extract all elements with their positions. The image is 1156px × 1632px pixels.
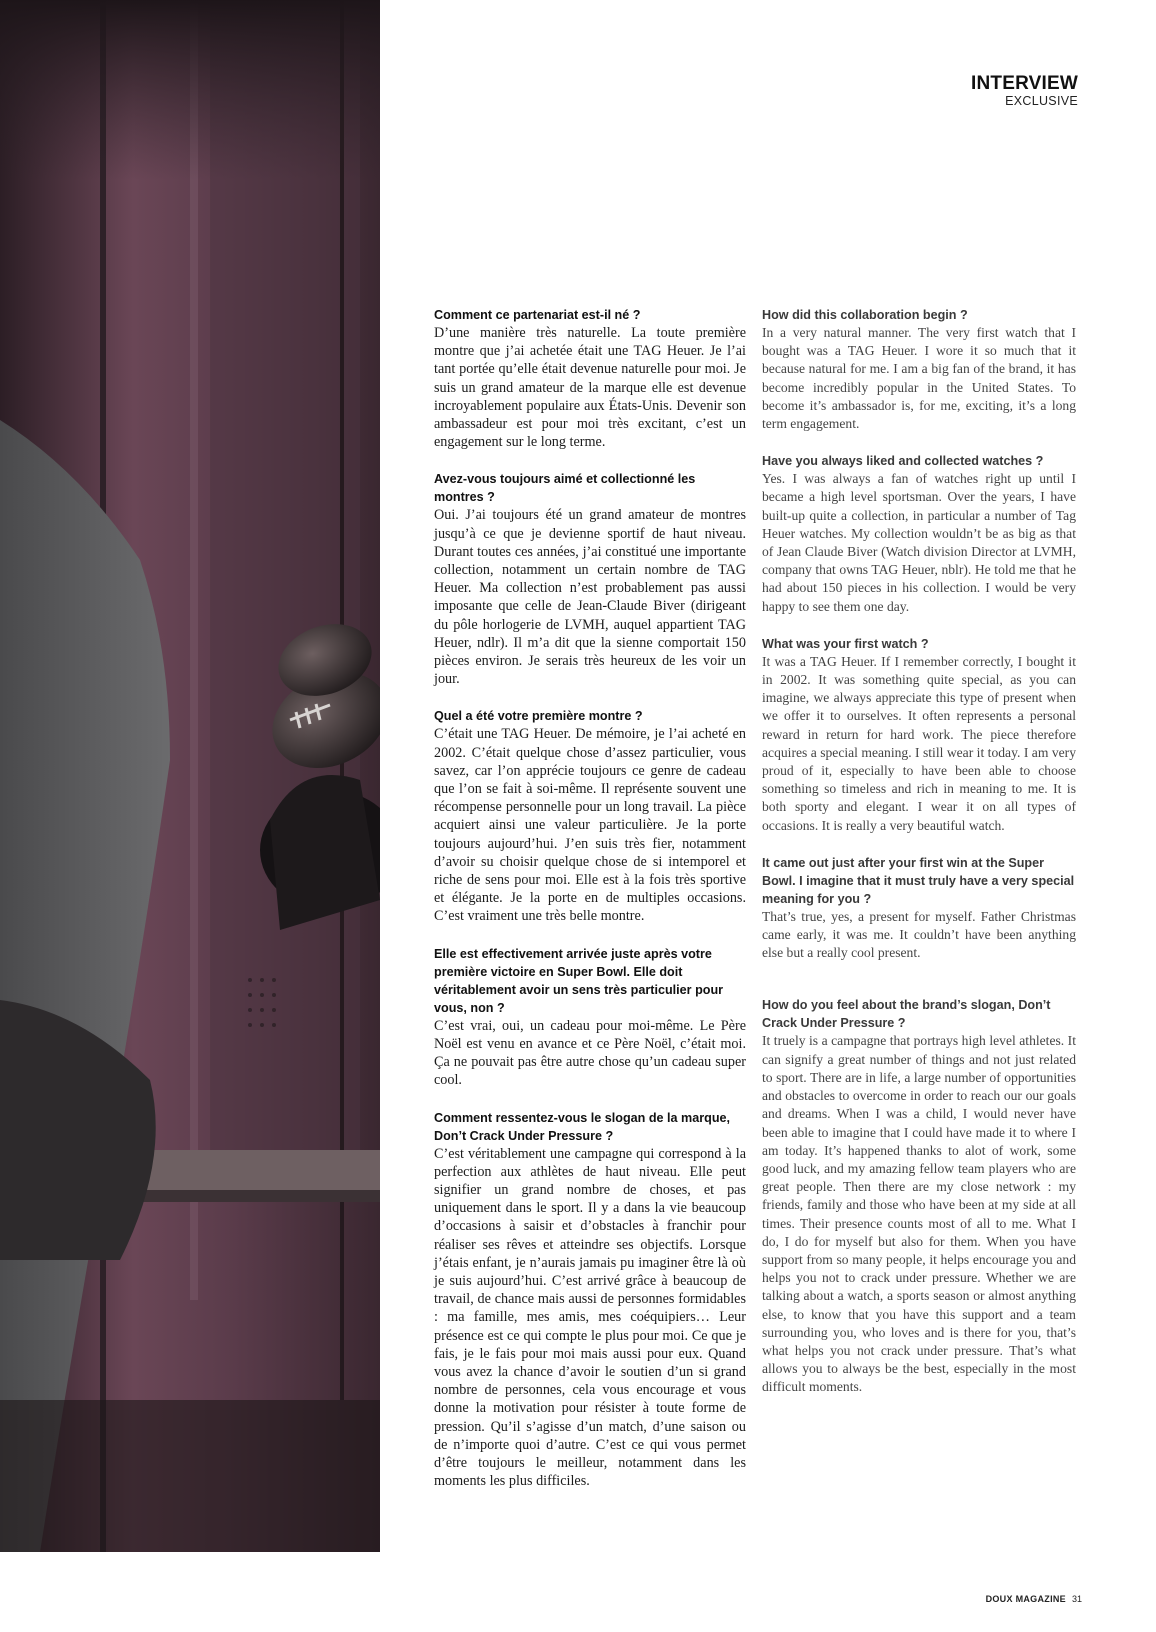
- question: Quel a été votre première montre ?: [434, 709, 643, 724]
- locker-room-photo-icon: [0, 0, 380, 1552]
- answer: Oui. J’ai toujours été un grand amateur de montres jusqu’à ce que je devienne sportif de haut niveau. Durant toutes ces années, j’ai constitué une importante collection, notamment un certain nombre de TAG Heuer. Ma collection n’est probablement pas aussi imposante que celle de Jean-Claude Biver (dirigeant du pôle horlogerie de LVMH, auquel appartient TAG Heuer, ndlr). Il m’a dit que la sienne comportait 150 pièces environ. Je serais très heureux de les voir un jour.: [434, 507, 746, 688]
- qa-block: [434, 945, 746, 1090]
- qa-block: [762, 996, 1076, 1396]
- question: What was your first watch ?: [762, 636, 929, 651]
- article-column-french: [434, 306, 746, 1509]
- answer: D’une manière très naturelle. La toute première montre que j’ai achetée était une TAG Heuer. Je l’ai tant portée qu’elle était devenue naturelle pour moi. Je suis un grand amateur de la marque elle est devenue incroyablement populaire aux États-Unis. Devenir son ambassadeur est pour moi très excitant, c’est un engagement sur le long terme.: [434, 325, 746, 451]
- answer: That’s true, yes, a present for myself. Father Christmas came early, it was me. It couldn’t have been anything else but a really cool present.: [762, 908, 1076, 961]
- answer: C’est vrai, oui, un cadeau pour moi-même. Le Père Noël est venu en avance et ce Père Noël, c’était moi. Ça ne pouvait pas être autre chose qu’un cadeau super cool.: [434, 1017, 746, 1089]
- qa-block: [434, 1109, 746, 1491]
- qa-block: [762, 452, 1076, 616]
- answer: C’est véritablement une campagne qui correspond à la perfection aux athlètes de haut niveau. Elle peut signifier un grand nombre de choses, et pas uniquement dans le sport. Il y a dans la vie beaucoup d’occasions à saisir et d’obstacles à franchir pour réaliser ses rêves et atteindre ses objectifs. Lorsque j’étais enfant, je n’aurais jamais pu imaginer être là où je suis aujourd’hui. C’est arrivé grâce à beaucoup de travail, de chance mais aussi de personnes formidables : ma famille, mes amis, mes coéquipiers… Leur présence est ce qui compte le plus pour moi. Ce que je fais, je le fais pour moi mais aussi pour eux. Quand vous avez la chance d’avoir le soutien d’un si grand nombre de personnes, cela vous encourage et vous donne la motivation pour résister à toute forme de pression. Qu’il s’agisse d’un match, d’une saison ou de n’importe quoi d’autre. C’est ce qui vous permet d’être toujours le meilleur, notamment dans les moments les plus difficiles.: [434, 1145, 746, 1490]
- qa-block: [434, 470, 746, 688]
- page-footer: [986, 1594, 1082, 1604]
- hero-photo: [0, 0, 380, 1552]
- question: Comment ce partenariat est-il né ?: [434, 308, 641, 322]
- section-kicker: INTERVIEW: [970, 73, 1078, 94]
- question: How do you feel about the brand’s slogan, Don’t Crack Under Pressure ?: [762, 998, 1051, 1031]
- question: Avez-vous toujours aimé et collectionné les montres ?: [434, 472, 696, 505]
- qa-block: [762, 854, 1076, 963]
- question: It came out just after your first win at the Super Bowl. I imagine that it must truly have a very special meaning for you ?: [762, 855, 1075, 906]
- answer: Yes. I was always a fan of watches right up until I became a high level sportsman. Over the years, I have built-up quite a collection, in particular a number of Tag Heuer watches. My collection wouldn’t be as big as that of Jean Claude Biver (Watch division Director at LVMH, company that owns TAG Heuer, nblr). He told me that he had about 150 pieces in his collection. I would be very happy to see them one day.: [762, 471, 1076, 614]
- question: How did this collaboration begin ?: [762, 308, 968, 322]
- question: Comment ressentez-vous le slogan de la marque, Don’t Crack Under Pressure ?: [434, 1110, 731, 1143]
- section-header: [971, 74, 1078, 108]
- page-number: 31: [1071, 1594, 1082, 1604]
- question: Elle est effectivement arrivée juste après votre première victoire en Super Bowl. Elle doit véritablement avoir un sens très particulier pour vous, non ?: [434, 946, 724, 1015]
- qa-block: [762, 306, 1076, 433]
- article-column-english: [762, 306, 1076, 1416]
- magazine-name: DOUX MAGAZINE: [985, 1594, 1066, 1604]
- section-subtitle: EXCLUSIVE: [1005, 94, 1078, 108]
- question: Have you always liked and collected watches ?: [762, 454, 1044, 469]
- qa-block: [762, 635, 1076, 835]
- answer: In a very natural manner. The very first watch that I bought was a TAG Heuer. I wore it so much that it because natural for me. I am a big fan of the brand, it has become incredibly popular in the United States. To become it’s ambassador is, for me, exciting, it’s a long term engagement.: [762, 325, 1076, 432]
- answer: C’était une TAG Heuer. De mémoire, je l’ai acheté en 2002. C’était quelque chose d’assez particulier, vous savez, car l’on apprécie toujours ce genre de cadeau que l’on se fait à soi-même. Il représente souvent une récompense personnelle pour un long travail. La pièce acquiert ainsi une valeur particulière. Je la porte toujours aujourd’hui. J’en suis très fier, notamment d’avoir su choisir quelque chose de si intemporel et riche de sens pour moi. Elle est à la fois très sportive et élégante. Je la porte en de multiples occasions. C’est vraiment une très belle montre.: [434, 726, 746, 925]
- answer: It truely is a campagne that portrays high level athletes. It can signify a great number of things and not just related to sport. There are in life, a large number of opportunities and obstacles to overcome in order to reach our our goals and dreams. When I was a child, I would never have been able to imagine that I could have made it to where I am today. It’s happened thanks to alot of work, some good luck, and my amazing fellow team players who are great people. Then there are my close network : my friends, family and those who have been at my side at all times. Their presence counts most of all to me. What I do, I do for myself but also for them. When you have support from so many people, it helps encourage you and helps you not to crack under pressure. Whether we are talking about a watch, a sports season or almost anything else, to know that you have this support and a team surrounding you, who loves and is there for you, that’s what helps you not crack under pressure. That’s what allows you to always be the best, especially in the most difficult moments.: [762, 1033, 1076, 1395]
- answer: It was a TAG Heuer. If I remember correctly, I bought it in 2002. It was something quite special, as you can imagine, we always appreciate this type of present when we offer it to ourselves. It often represents a personal reward in return for hard work. The piece therefore acquires a special meaning. I still wear it today. I am very proud of it, especially to have been able to choose something so timeless and rich in meaning to me. It is both sporty and elegant. I wear it on all types of occasions. It is really a very beautiful watch.: [762, 653, 1076, 833]
- qa-block: [434, 306, 746, 451]
- qa-block: [434, 707, 746, 925]
